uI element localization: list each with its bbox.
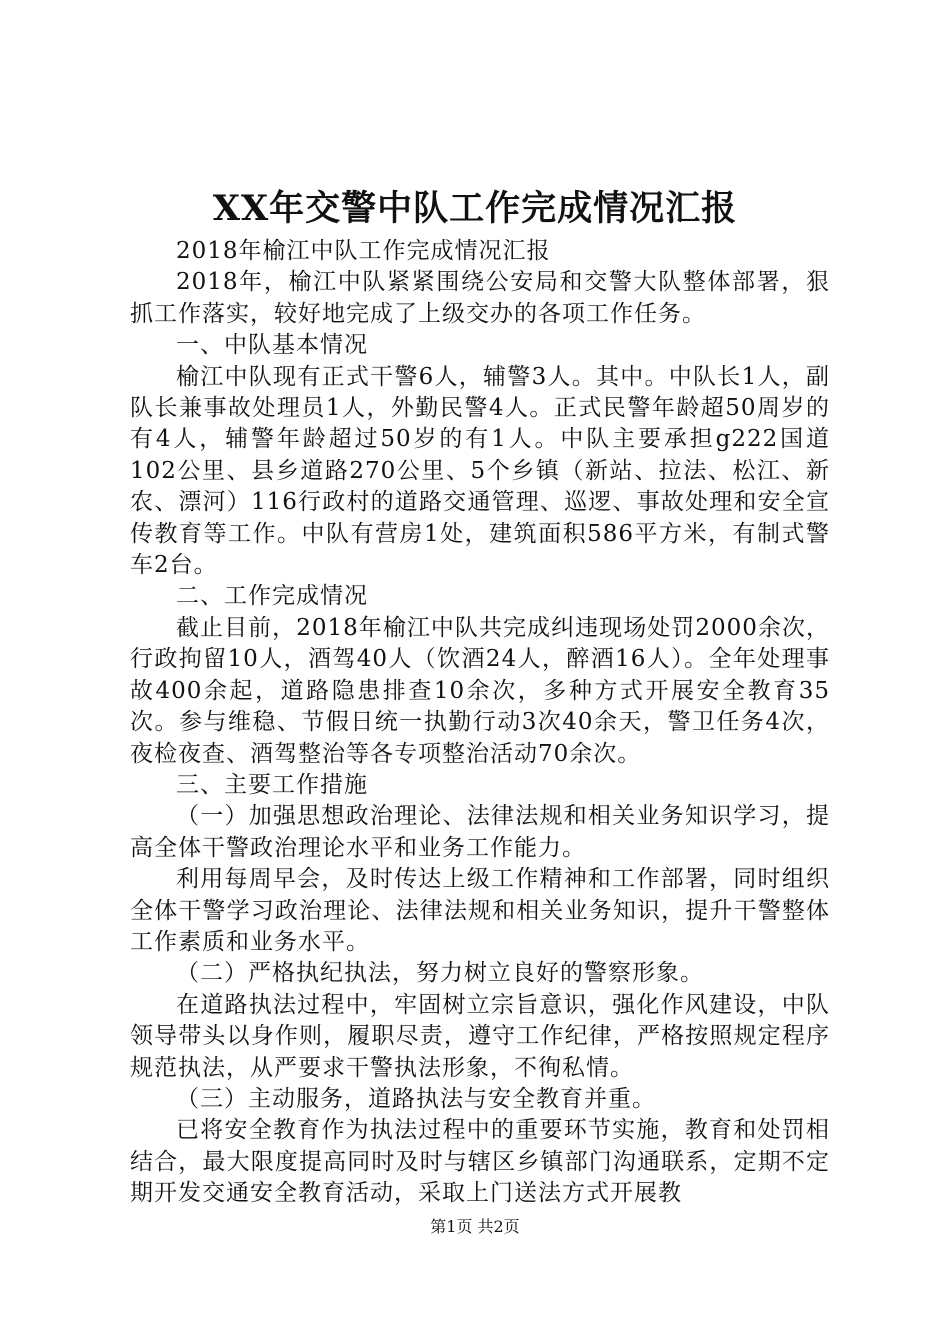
- measure-three-paragraph: 已将安全教育作为执法过程中的重要环节实施，教育和处罚相结合，最大限度提高同时及时与辖区乡镇部门沟通联系，定期不定期开发交通安全教育活动，采取上门送法方式开展教: [130, 1117, 830, 1207]
- subtitle-paragraph: 2018年榆江中队工作完成情况汇报: [176, 238, 551, 264]
- work-completion-paragraph: 截止目前，2018年榆江中队共完成纠违现场处罚2000余次，行政拘留10人，酒驾40人（饮酒24人，醉酒16人）。全年处理事故400余起，道路隐患排查10余次，多种方式开展安全教育35次。参与维稳、节假日统一执勤行动3次40余天，警卫任务4次，夜检夜查、酒驾整治等各专项整治活动70余次。: [130, 614, 830, 767]
- measure-three-heading: （三）主动服务，道路执法与安全教育并重。: [176, 1085, 656, 1112]
- section-heading-basic-info: 一、中队基本情况: [176, 332, 368, 359]
- section-heading-work-completion: 二、工作完成情况: [176, 583, 368, 610]
- measure-one-paragraph: 利用每周早会，及时传达上级工作精神和工作部署，同时组织全体干警学习政治理论、法律法规和相关业务知识，提升干警整体工作素质和业务水平。: [130, 866, 830, 955]
- intro-paragraph: 2018年，榆江中队紧紧围绕公安局和交警大队整体部署，狠抓工作落实，较好地完成了上级交办的各项工作任务。: [130, 269, 830, 327]
- basic-info-paragraph: 榆江中队现有正式干警6人，辅警3人。其中。中队长1人，副队长兼事故处理员1人，外勤民警4人。正式民警年龄超50周岁的有4人，辅警年龄超过50岁的有1人。中队主要承担g222国道102公里、县乡道路270公里、5个乡镇（新站、拉法、松江、新农、漂河）116行政村的道路交通管理、巡逻、事故处理和安全宣传教育等工作。中队有营房1处，建筑面积586平方米，有制式警车2台。: [130, 363, 830, 579]
- measure-one-heading: （一）加强思想政治理论、法律法规和相关业务知识学习，提高全体干警政治理论水平和业务工作能力。: [130, 803, 830, 861]
- document-body: [130, 236, 830, 1210]
- section-heading-main-measures: 三、主要工作措施: [176, 771, 368, 798]
- page-footer: 第1页 共2页: [430, 1217, 520, 1236]
- document-title: XX年交警中队工作完成情况汇报: [212, 188, 738, 229]
- measure-two-heading: （二）严格执纪执法，努力树立良好的警察形象。: [176, 960, 704, 987]
- measure-two-paragraph: 在道路执法过程中，牢固树立宗旨意识，强化作风建设，中队领导带头以身作则，履职尽责，遵守工作纪律，严格按照规定程序规范执法，从严要求干警执法形象，不徇私情。: [130, 991, 830, 1081]
